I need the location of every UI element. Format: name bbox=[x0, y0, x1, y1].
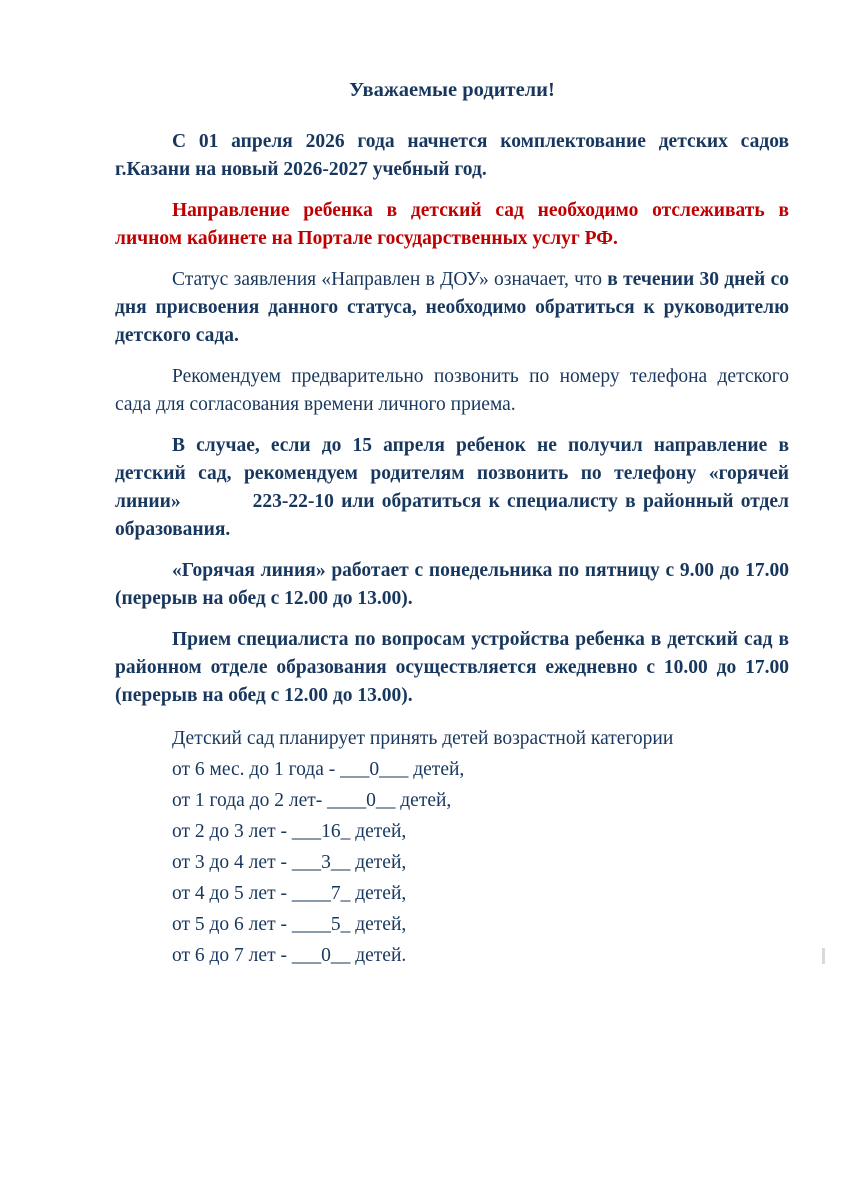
capacity-line-3-4: от 3 до 4 лет - ___3__ детей, bbox=[172, 852, 407, 873]
para-specialist-hours: Прием специалиста по вопросам устройства ребенка в детский сад в районном отделе образования осуществляется ежедневно с 10.00 до 17.00 (перерыв на обед с 12.00 до 13.00). bbox=[115, 629, 789, 706]
para-hotline-hours: «Горячая линия» работает с понедельника по пятницу с 9.00 до 17.00 (перерыв на обед с 12.00 до 13.00). bbox=[115, 560, 789, 609]
para-status-info-bold-run: в течении 30 дней со дня присвоения данного статуса, необходимо обратиться к руководителю детского сада. bbox=[115, 269, 789, 346]
tab-gap bbox=[181, 506, 253, 507]
para-hotline-phone-text: 223-22-10 или обратиться к специалисту в районный отдел образования. bbox=[115, 491, 789, 540]
para-hotline-contact-text: В случае, если до 15 апреля ребенок не получил направление в детский сад, рекомендуем родителям позвонить по телефону «горячей линии» bbox=[115, 435, 789, 512]
capacity-line-2-3: от 2 до 3 лет - ___16_ детей, bbox=[172, 821, 407, 842]
capacity-line-4-5: от 4 до 5 лет - ____7_ детей, bbox=[172, 883, 407, 904]
capacity-line-0-1: от 6 мес. до 1 года - ___0___ детей, bbox=[172, 759, 465, 780]
para-tracking-alert: Направление ребенка в детский сад необходимо отслеживать в личном кабинете на Портале государственных услуг РФ. bbox=[115, 200, 789, 249]
capacity-line-1-2: от 1 года до 2 лет- ____0__ детей, bbox=[172, 790, 452, 811]
capacity-intro: Детский сад планирует принять детей возрастной категории bbox=[172, 728, 674, 749]
para-enrollment-start: С 01 апреля 2026 года начнется комплектование детских садов г.Казани на новый 2026-2027 учебный год. bbox=[115, 131, 789, 180]
para-status-info-regular-run: Статус заявления «Направлен в ДОУ» означает, что bbox=[172, 269, 608, 290]
para-call-recommendation: Рекомендуем предварительно позвонить по номеру телефона детского сада для согласования времени личного приема. bbox=[115, 366, 789, 415]
document-title: Уважаемые родители! bbox=[349, 79, 555, 101]
scan-artifact bbox=[822, 948, 825, 964]
capacity-line-5-6: от 5 до 6 лет - ____5_ детей, bbox=[172, 914, 407, 935]
capacity-line-6-7: от 6 до 7 лет - ___0__ детей. bbox=[172, 945, 407, 966]
para-hotline-contact bbox=[115, 432, 789, 544]
para-status-info bbox=[115, 266, 789, 350]
